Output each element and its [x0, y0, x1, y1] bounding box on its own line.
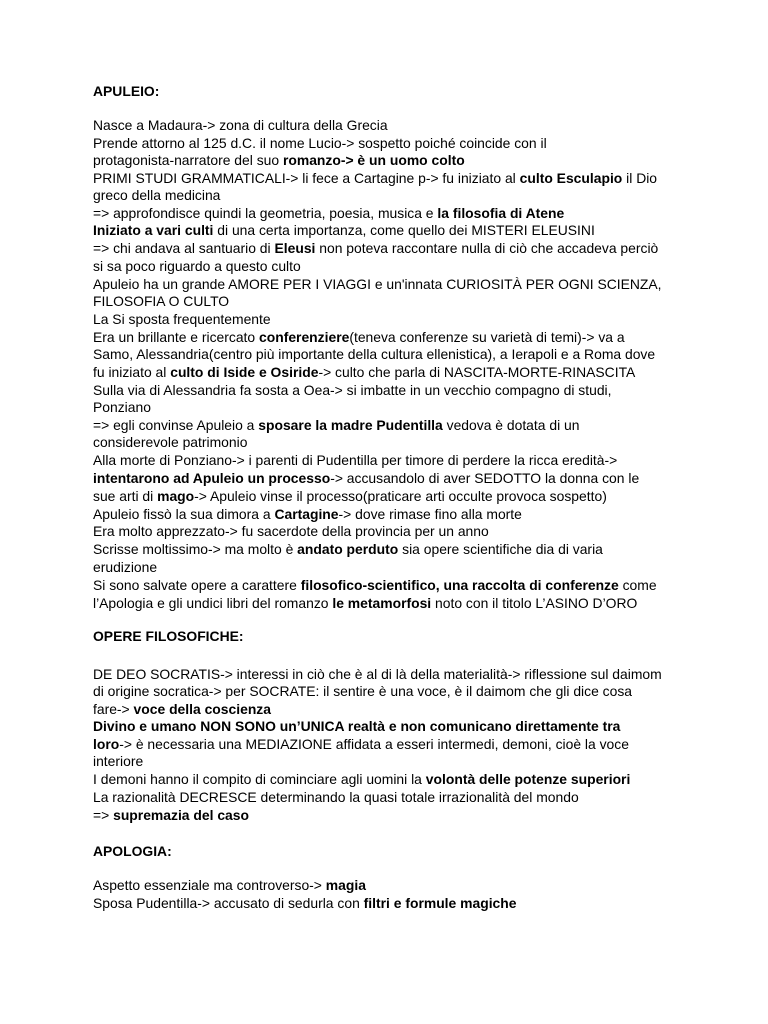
text-run: fu iniziato al — [93, 364, 171, 380]
text-run: Sposa Pudentilla-> accusato di sedurla con — [93, 895, 364, 911]
text-line — [93, 488, 607, 505]
text-run: considerevole patrimonio — [93, 434, 248, 450]
text-line — [93, 753, 143, 770]
bold-text: Divino e umano NON SONO un’UNICA realtà e non comunicano direttamente tra — [93, 718, 621, 734]
bold-text: mago — [157, 488, 195, 504]
text-line — [93, 877, 366, 894]
bold-text: volontà delle potenze superiori — [425, 771, 631, 787]
text-run: noto con il titolo L’ASINO D’ORO — [431, 595, 638, 611]
text-line — [93, 718, 620, 735]
bold-text: andato perduto — [297, 541, 399, 557]
text-run: La Si sposta frequentemente — [93, 311, 271, 327]
text-line — [93, 701, 271, 718]
text-line — [93, 895, 517, 912]
text-run: Apuleio fissò la sua dimora a — [93, 506, 275, 522]
text-line — [93, 276, 662, 293]
text-run: -> culto che parla di NASCITA-MORTE-RINASCITA — [318, 364, 636, 380]
text-line — [93, 258, 301, 275]
text-run: greco della medicina — [93, 187, 221, 203]
bold-text: la filosofia di Atene — [437, 205, 565, 221]
text-line — [93, 789, 579, 806]
text-line — [93, 559, 157, 576]
text-line — [93, 346, 655, 363]
text-line — [93, 452, 617, 469]
text-line — [93, 311, 271, 328]
text-run: Ponziano — [93, 399, 151, 415]
text-run: -> dove rimase fino alla morte — [338, 506, 522, 522]
bold-text: culto di Iside e Osiride — [170, 364, 319, 380]
text-run: Sulla via di Alessandria fa sosta a Oea-> si imbatte in un vecchio compagno di studi, — [93, 382, 612, 398]
bold-text: Cartagine — [274, 506, 339, 522]
text-line — [93, 187, 220, 204]
text-run: Apuleio ha un grande AMORE PER I VIAGGI e un'innata CURIOSITÀ PER OGNI SCIENZA, — [93, 276, 662, 292]
text-run: PRIMI STUDI GRAMMATICALI-> li fece a Cartagine p-> fu iniziato al — [93, 170, 520, 186]
text-run: l’Apologia e gli undici libri del romanzo — [93, 595, 333, 611]
text-line — [93, 595, 637, 612]
bold-text: Eleusi — [274, 240, 316, 256]
text-run: (teneva conferenze su varietà di temi)-> va a — [349, 329, 625, 345]
text-run: Aspetto essenziale ma controverso-> — [93, 877, 326, 893]
text-run: FILOSOFIA O CULTO — [93, 293, 230, 309]
text-run: => egli convinse Apuleio a — [93, 417, 259, 433]
text-run: sue arti di — [93, 488, 158, 504]
text-run: protagonista-narratore del suo — [93, 152, 283, 168]
text-line — [93, 205, 564, 222]
text-run: fare-> — [93, 701, 134, 717]
text-run: -> Apuleio vinse il processo(praticare arti occulte provoca sospetto) — [194, 488, 607, 504]
text-line — [93, 843, 172, 860]
text-run: come — [618, 577, 657, 593]
text-line — [93, 293, 229, 310]
text-run: vedova è dotata di un — [442, 417, 580, 433]
text-line — [93, 222, 595, 239]
text-run: DE DEO SOCRATIS-> interessi in ciò che è al di là della materialità-> riflessione sul daimom — [93, 666, 662, 682]
text-line — [93, 541, 603, 558]
text-line — [93, 666, 662, 683]
text-run: Alla morte di Ponziano-> i parenti di Pudentilla per timore di perdere la ricca eredità-> — [93, 452, 618, 468]
text-line — [93, 506, 522, 523]
text-run: Era un brillante e ricercato — [93, 329, 259, 345]
text-line — [93, 329, 625, 346]
text-run: Nasce a Madaura-> zona di cultura della Grecia — [93, 117, 388, 133]
text-run: non poteva raccontare nulla di ciò che accadeva perciò — [315, 240, 659, 256]
text-run: interiore — [93, 753, 144, 769]
text-run: I demoni hanno il compito di cominciare agli uomini la — [93, 771, 426, 787]
text-run: -> è necessaria una MEDIAZIONE affidata a esseri intermedi, demoni, cioè la voce — [119, 736, 629, 752]
text-line — [93, 364, 635, 381]
text-run: => — [93, 807, 114, 823]
text-line — [93, 417, 579, 434]
text-line — [93, 152, 465, 169]
text-line — [93, 470, 639, 487]
text-line — [93, 240, 658, 257]
text-run: La razionalità DECRESCE determinando la quasi totale irrazionalità del mondo — [93, 789, 579, 805]
text-line — [93, 117, 388, 134]
text-run: erudizione — [93, 559, 158, 575]
text-run: Scrisse moltissimo-> ma molto è — [93, 541, 298, 557]
text-line — [93, 399, 151, 416]
text-run: => chi andava al santuario di — [93, 240, 275, 256]
bold-text: voce della coscienza — [133, 701, 271, 717]
text-line — [93, 577, 657, 594]
bold-text: culto Esculapio — [519, 170, 623, 186]
text-line — [93, 382, 611, 399]
bold-text: loro — [93, 736, 120, 752]
bold-text: sposare la madre Pudentilla — [258, 417, 443, 433]
text-line — [93, 807, 249, 824]
text-run: -> accusandolo di aver SEDOTTO la donna con le — [330, 470, 640, 486]
text-line — [93, 736, 629, 753]
text-line — [93, 683, 632, 700]
text-run: Samo, Alessandria(centro più importante della cultura ellenistica), a Ierapoli e a Roma dove — [93, 346, 656, 362]
bold-text: APOLOGIA: — [93, 843, 172, 859]
bold-text: supremazia del caso — [113, 807, 249, 823]
text-line — [93, 135, 547, 152]
bold-text: intentarono ad Apuleio un processo — [93, 470, 331, 486]
text-line — [93, 170, 657, 187]
bold-text: romanzo-> è un uomo colto — [282, 152, 465, 168]
bold-text: filosofico-scientifico, una raccolta di conferenze — [300, 577, 619, 593]
bold-text: filtri e formule magiche — [363, 895, 517, 911]
bold-text: conferenziere — [259, 329, 350, 345]
text-run: sia opere scientifiche dia di varia — [398, 541, 603, 557]
text-run: => approfondisce quindi la geometria, poesia, musica e — [93, 205, 438, 221]
text-run: di una certa importanza, come quello dei MISTERI ELEUSINI — [213, 222, 595, 238]
bold-text: Iniziato a vari culti — [93, 222, 214, 238]
text-line — [93, 771, 630, 788]
text-run: si sa poco riguardo a questo culto — [93, 258, 301, 274]
bold-text: le metamorfosi — [332, 595, 432, 611]
bold-text: APULEIO: — [93, 83, 160, 99]
text-run: il Dio — [622, 170, 658, 186]
text-line — [93, 523, 489, 540]
text-run: Si sono salvate opere a carattere — [93, 577, 301, 593]
bold-text: OPERE FILOSOFICHE: — [93, 628, 244, 644]
bold-text: magia — [325, 877, 366, 893]
text-run: Era molto apprezzato-> fu sacerdote della provincia per un anno — [93, 523, 489, 539]
text-line — [93, 83, 159, 100]
text-run: di origine socratica-> per SOCRATE: il sentire è una voce, è il daimom che gli dice cosa — [93, 683, 633, 699]
text-line — [93, 628, 244, 645]
text-line — [93, 434, 247, 451]
text-run: Prende attorno al 125 d.C. il nome Lucio-> sospetto poiché coincide con il — [93, 135, 547, 151]
